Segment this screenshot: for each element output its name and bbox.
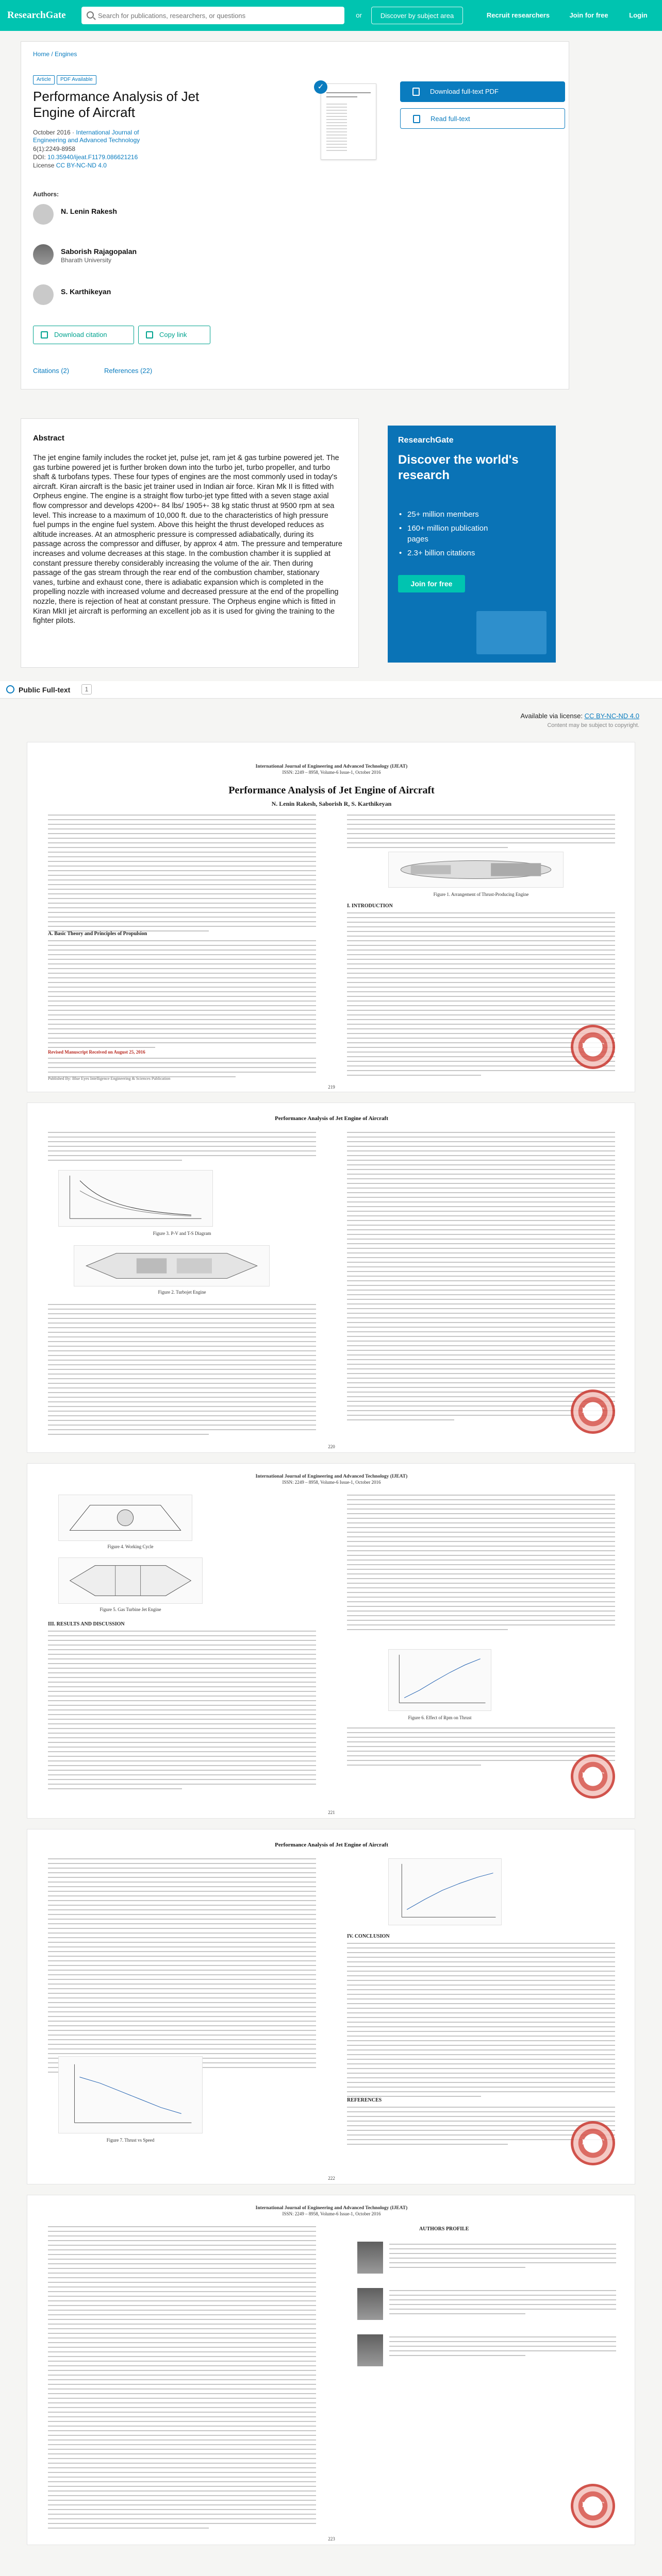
license-notice-prefix: Available via license: bbox=[520, 712, 583, 720]
text-column bbox=[48, 2226, 316, 2532]
journal-header bbox=[27, 2206, 635, 2217]
page-number: 220 bbox=[328, 1444, 335, 1449]
author-card[interactable] bbox=[33, 284, 250, 308]
authors-heading: Authors: bbox=[33, 191, 59, 198]
doi-link[interactable]: 10.35940/ijeat.F1179.086621216 bbox=[47, 154, 138, 161]
journal-header-line: ISSN: 2249 – 8958, Volume-6 Issue-1, October 2016 bbox=[282, 1480, 381, 1485]
text-column bbox=[48, 1858, 316, 2076]
text-column bbox=[48, 1132, 316, 1164]
figure-caption: Figure 4. Working Cycle bbox=[107, 1544, 154, 1549]
page-title: Performance Analysis of Jet Engine of Aircraft bbox=[33, 89, 200, 120]
journal-header-line: ISSN: 2249 – 8958, Volume-6 Issue-1, October 2016 bbox=[282, 770, 381, 775]
ijeat-stamp bbox=[571, 1754, 615, 1799]
avatar bbox=[33, 244, 54, 265]
pdf-page bbox=[27, 742, 635, 1092]
pdf-available-badge: PDF Available bbox=[57, 75, 96, 84]
text-column bbox=[48, 815, 316, 935]
copy-link-label: Copy link bbox=[159, 331, 187, 338]
license-label: License bbox=[33, 162, 55, 169]
ijeat-stamp bbox=[571, 2121, 615, 2165]
pdf-page bbox=[27, 1103, 635, 1453]
author-name[interactable]: S. Karthikeyan bbox=[61, 287, 111, 296]
search-box[interactable] bbox=[81, 7, 344, 24]
search-input[interactable] bbox=[98, 7, 335, 24]
figure-caption: Figure 2. Turbojet Engine bbox=[158, 1290, 206, 1295]
text-column bbox=[389, 2290, 616, 2318]
figure-image bbox=[58, 2056, 203, 2133]
figure-image bbox=[388, 852, 564, 888]
section-heading: I. INTRODUCTION bbox=[347, 903, 393, 909]
page-number: 222 bbox=[328, 2176, 335, 2181]
ad-join-button[interactable]: Join for free bbox=[398, 575, 465, 592]
page-number: 221 bbox=[328, 1810, 335, 1815]
pdf-page bbox=[27, 1463, 635, 1819]
recruit-researchers-link[interactable]: Recruit researchers bbox=[486, 11, 550, 19]
breadcrumb[interactable]: Home / Engines bbox=[33, 50, 77, 58]
ijeat-stamp bbox=[571, 1025, 615, 1069]
text-column bbox=[389, 2244, 616, 2272]
ad-bullet: • 2.3+ billion citations bbox=[398, 548, 491, 558]
abstract-heading: Abstract bbox=[33, 434, 64, 443]
join-for-free-link[interactable]: Join for free bbox=[569, 11, 608, 19]
stamp-text: IJEAT bbox=[582, 1406, 604, 1415]
figure-caption: Figure 7. Thrust vs Speed bbox=[106, 2138, 155, 2143]
ad-headline: Discover the world's research bbox=[398, 453, 519, 482]
license-notice-link[interactable]: CC BY-NC-ND 4.0 bbox=[584, 712, 639, 720]
ijeat-stamp bbox=[571, 1389, 615, 1434]
stamp-text: IJEAT bbox=[582, 2138, 604, 2146]
section-heading: III. RESULTS AND DISCUSSION bbox=[48, 1621, 125, 1627]
login-link[interactable]: Login bbox=[629, 11, 648, 19]
ad-bullets bbox=[398, 509, 491, 562]
figure-caption: Figure 5. Gas Turbine Jet Engine bbox=[100, 1607, 161, 1612]
avatar bbox=[33, 284, 54, 305]
ad-illustration bbox=[476, 611, 547, 654]
discover-by-subject-button[interactable]: Discover by subject area bbox=[371, 7, 463, 24]
search-icon bbox=[87, 11, 94, 19]
author-affiliation: Bharath University bbox=[61, 257, 112, 264]
avatar bbox=[33, 204, 54, 225]
publication-meta bbox=[33, 129, 157, 144]
read-full-text-button[interactable] bbox=[400, 108, 565, 129]
page-footer: Published By: Blue Eyes Intelligence Engineering & Sciences Publication bbox=[48, 1076, 171, 1081]
full-text-count[interactable]: 1 bbox=[81, 684, 92, 694]
tab-references[interactable]: References (22) bbox=[104, 367, 153, 375]
pdf-page bbox=[27, 1829, 635, 2184]
journal-header bbox=[27, 764, 635, 775]
public-full-text-bar bbox=[0, 681, 662, 699]
author-card[interactable] bbox=[33, 244, 250, 268]
pdf-paper-authors: N. Lenin Rakesh, Saborish R, S. Karthikeyan bbox=[271, 800, 392, 807]
author-card[interactable] bbox=[33, 204, 250, 228]
tab-citations[interactable]: Citations (2) bbox=[33, 367, 70, 375]
globe-icon bbox=[6, 685, 14, 693]
download-citation-button[interactable] bbox=[33, 326, 134, 344]
journal-header-line: International Journal of Engineering and Advanced Technology (IJEAT) bbox=[255, 1474, 408, 1479]
section-heading: REFERENCES bbox=[347, 2097, 382, 2103]
stamp-text: IJEAT bbox=[582, 1042, 604, 1050]
ad-bullet: • 160+ million publication pages bbox=[398, 523, 491, 545]
figure-image bbox=[74, 1245, 270, 1286]
text-column bbox=[389, 2336, 616, 2360]
figure-caption: Figure 6. Effect of Rpm on Thrust bbox=[408, 1715, 472, 1720]
pdf-page bbox=[27, 2195, 635, 2545]
journal-header bbox=[27, 1474, 635, 1485]
journal-header-line: International Journal of Engineering and Advanced Technology (IJEAT) bbox=[255, 2206, 408, 2211]
figure-image bbox=[58, 1170, 213, 1227]
license-link[interactable]: CC BY-NC-ND 4.0 bbox=[56, 162, 107, 169]
download-icon bbox=[41, 331, 48, 338]
article-type-badge: Article bbox=[33, 75, 55, 84]
figure-image bbox=[58, 1495, 192, 1541]
text-column bbox=[347, 815, 615, 852]
text-column bbox=[48, 940, 316, 1052]
read-full-text-label: Read full-text bbox=[431, 115, 470, 123]
check-icon: ✓ bbox=[314, 80, 327, 94]
text-column bbox=[48, 1304, 316, 1438]
search-or-label: or bbox=[356, 11, 362, 19]
stamp-text: IJEAT bbox=[582, 1771, 604, 1780]
journal-header-line: International Journal of Engineering and Advanced Technology (IJEAT) bbox=[255, 764, 408, 769]
figure-image bbox=[388, 1649, 491, 1711]
abstract-text: The jet engine family includes the rocket jet, pulse jet, ram jet & gas turbine powered jet. The gas turbine powered jet is further broken down into the turbo jet, turbo propeller, and turbo shaft & turbofans types. These four types of engines are the most commonly used in today's aircraft. Kiran aircraft is the basic jet trainer used in Indian air force. Kiran Mk II is fitted with Orpheus engine. The engine is a straight flow turbo-jet type fitted with a seven stage axial flow compressor and develops 4200+- 84 lbs/ 1905+- 38 kg static thrust at 9500 rpm at sea level. This increase to a maximum of 10,000 ft. due to the characteristics of high pressure fuel pumps in the engine fuel system. Above this height the thrust developed reduces as altitude increases. At an atmospheric pressure is compressed adiabatically, during its passage across the compressor and diffuser, by approx 4 atm. The pressure and temperature increases and volume decreases at this stage. In the combustion chamber it is supplied at constant pressure thereby considerably increasing the volume of the air. Then during passage of the gas stream through the rear end of the combustion chamber, stationary vanes, turbine and exhaust cone, there is adiabatic expansion which is completed in the propelling nozzle with increased volume and decreased pressure at the end of the propelling nozzle, there is rejection of heat at constant pressure. The Orpheus engine which is fitted in Kiran MkII jet aircraft is performing an excellent job as it is used for giving the training to the fighter pilots. bbox=[33, 454, 342, 625]
download-pdf-button[interactable] bbox=[400, 81, 565, 102]
ijeat-stamp bbox=[571, 2484, 615, 2528]
pdf-thumbnail[interactable] bbox=[321, 83, 376, 160]
page-number: 223 bbox=[328, 2536, 335, 2541]
text-column bbox=[347, 1132, 615, 1424]
full-text-label: Public Full-text bbox=[19, 686, 71, 694]
figure-caption: Figure 3. P-V and T-S Diagram bbox=[153, 1231, 211, 1236]
text-column bbox=[48, 1631, 316, 1793]
journal-link[interactable]: International Journal of Engineering and Advanced Technology bbox=[33, 129, 140, 144]
section-heading: A. Basic Theory and Principles of Propulsion bbox=[48, 931, 147, 937]
figure-caption: Figure 1. Arrangement of Thrust-Producing Engine bbox=[433, 892, 529, 897]
figure-image bbox=[388, 1858, 502, 1925]
text-column bbox=[347, 1943, 615, 2100]
page-number: 219 bbox=[328, 1084, 335, 1090]
researchgate-logo[interactable]: ResearchGate bbox=[7, 10, 66, 21]
publication-date: October 2016 · bbox=[33, 129, 75, 136]
doi-label: DOI: bbox=[33, 154, 46, 161]
running-title: Performance Analysis of Jet Engine of Aircraft bbox=[275, 1115, 388, 1122]
figure-image bbox=[58, 1557, 203, 1604]
section-heading: IV. CONCLUSION bbox=[347, 1934, 390, 1939]
author-name[interactable]: Saborish Rajagopalan bbox=[61, 247, 137, 256]
ad-brand: ResearchGate bbox=[398, 436, 454, 445]
author-name[interactable]: N. Lenin Rakesh bbox=[61, 207, 117, 215]
author-photo bbox=[357, 2334, 383, 2366]
section-heading: AUTHORS PROFILE bbox=[419, 2226, 469, 2232]
copy-link-button[interactable] bbox=[138, 326, 210, 344]
copyright-note: Content may be subject to copyright. bbox=[547, 722, 639, 728]
license-notice bbox=[433, 712, 639, 720]
issn-text: 6(1):2249-8958 bbox=[33, 145, 76, 152]
journal-header-line: ISSN: 2249 – 8958, Volume-6 Issue-1, October 2016 bbox=[282, 2211, 381, 2216]
join-researchgate-ad[interactable] bbox=[388, 426, 556, 663]
top-navigation-bar bbox=[0, 0, 662, 31]
running-title: Performance Analysis of Jet Engine of Aircraft bbox=[275, 1842, 388, 1848]
download-pdf-label: Download full-text PDF bbox=[430, 88, 499, 95]
author-photo bbox=[357, 2242, 383, 2274]
link-icon bbox=[146, 331, 153, 338]
download-citation-label: Download citation bbox=[54, 331, 107, 338]
stamp-text: IJEAT bbox=[582, 2501, 604, 2509]
document-icon bbox=[413, 115, 420, 123]
ad-bullet: • 25+ million members bbox=[398, 509, 491, 520]
author-photo bbox=[357, 2288, 383, 2320]
footnote-heading: Revised Manuscript Received on August 25, 2016 bbox=[48, 1049, 145, 1055]
text-column bbox=[347, 1495, 615, 1634]
pdf-paper-title: Performance Analysis of Jet Engine of Aircraft bbox=[228, 785, 435, 796]
download-icon bbox=[412, 88, 420, 96]
